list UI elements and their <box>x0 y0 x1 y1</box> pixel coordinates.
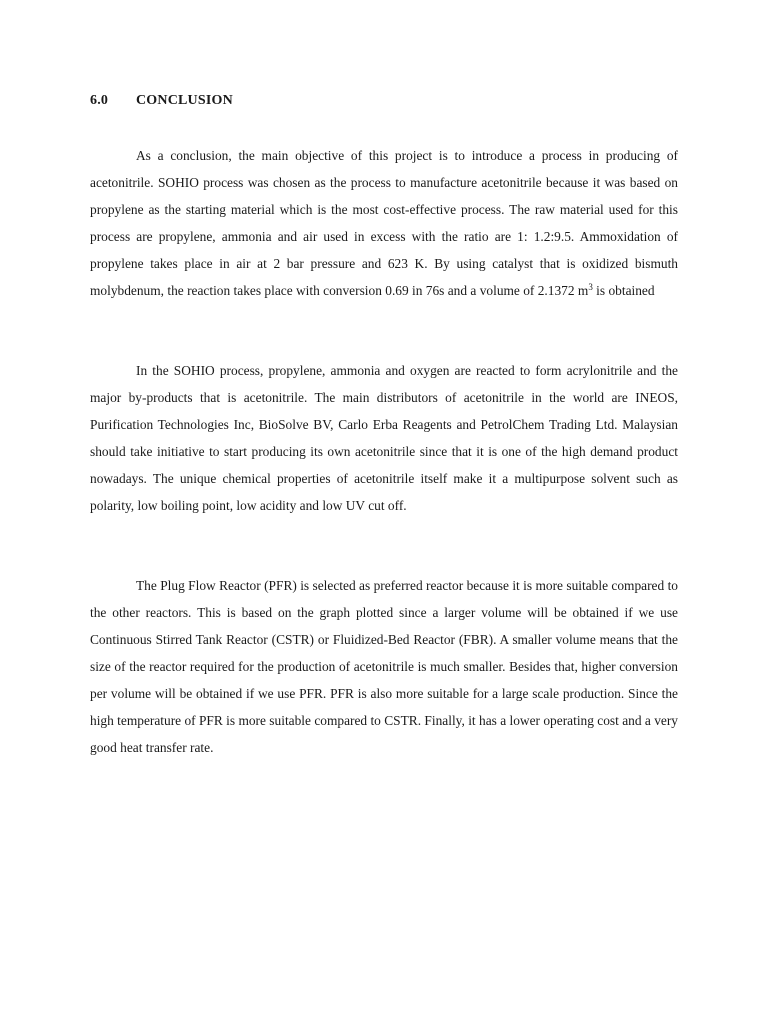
section-number: 6.0 <box>90 93 109 108</box>
paragraph-3-text: The Plug Flow Reactor (PFR) is selected as preferred reactor because it is more suitable compared to the other reactors. This is based on the graph plotted since a larger volume will be obtained if we use Continuous Stirred Tank Reactor (CSTR) or Fluidized-Bed Reactor (FBR). A smaller volume means that the size of the reactor required for the production of acetonitrile is much smaller. Besides that, higher conversion per volume will be obtained if we use PFR. PFR is also more suitable for a large scale production. Since the high temperature of PFR is more suitable compared to CSTR. Finally, it has a lower operating cost and a very good heat transfer rate. <box>90 578 678 755</box>
paragraph-1-text: As a conclusion, the main objective of this project is to introduce a process in producing of acetonitrile. SOHIO process was chosen as the process to manufacture acetonitrile because it was based on propylene as the starting material which is the most cost-effective process. The raw material used for this process are propylene, ammonia and air used in excess with the ratio are 1: 1.2:9.5. Ammoxidation of propylene takes place in air at 2 bar pressure and 623 K. By using catalyst that is oxidized bismuth molybdenum, the reaction takes place with conversion 0.69 in 76s and a volume of 2.1372 m <box>90 148 678 298</box>
paragraph-1-tail: is obtained <box>592 283 655 298</box>
superscript-cubed: 3 <box>588 282 593 292</box>
section-heading <box>90 93 233 109</box>
paragraph-1 <box>90 142 678 304</box>
paragraph-3 <box>90 572 678 761</box>
paragraph-2 <box>90 357 678 519</box>
section-title: CONCLUSION <box>136 93 233 108</box>
paragraph-2-text: In the SOHIO process, propylene, ammonia and oxygen are reacted to form acrylonitrile and the major by-products that is acetonitrile. The main distributors of acetonitrile in the world are INEOS, Purification Technologies Inc, BioSolve BV, Carlo Erba Reagents and PetrolChem Trading Ltd. Malaysian should take initiative to start producing its own acetonitrile since that it is one of the high demand product nowadays. The unique chemical properties of acetonitrile itself make it a multipurpose solvent such as polarity, low boiling point, low acidity and low UV cut off. <box>90 363 678 513</box>
